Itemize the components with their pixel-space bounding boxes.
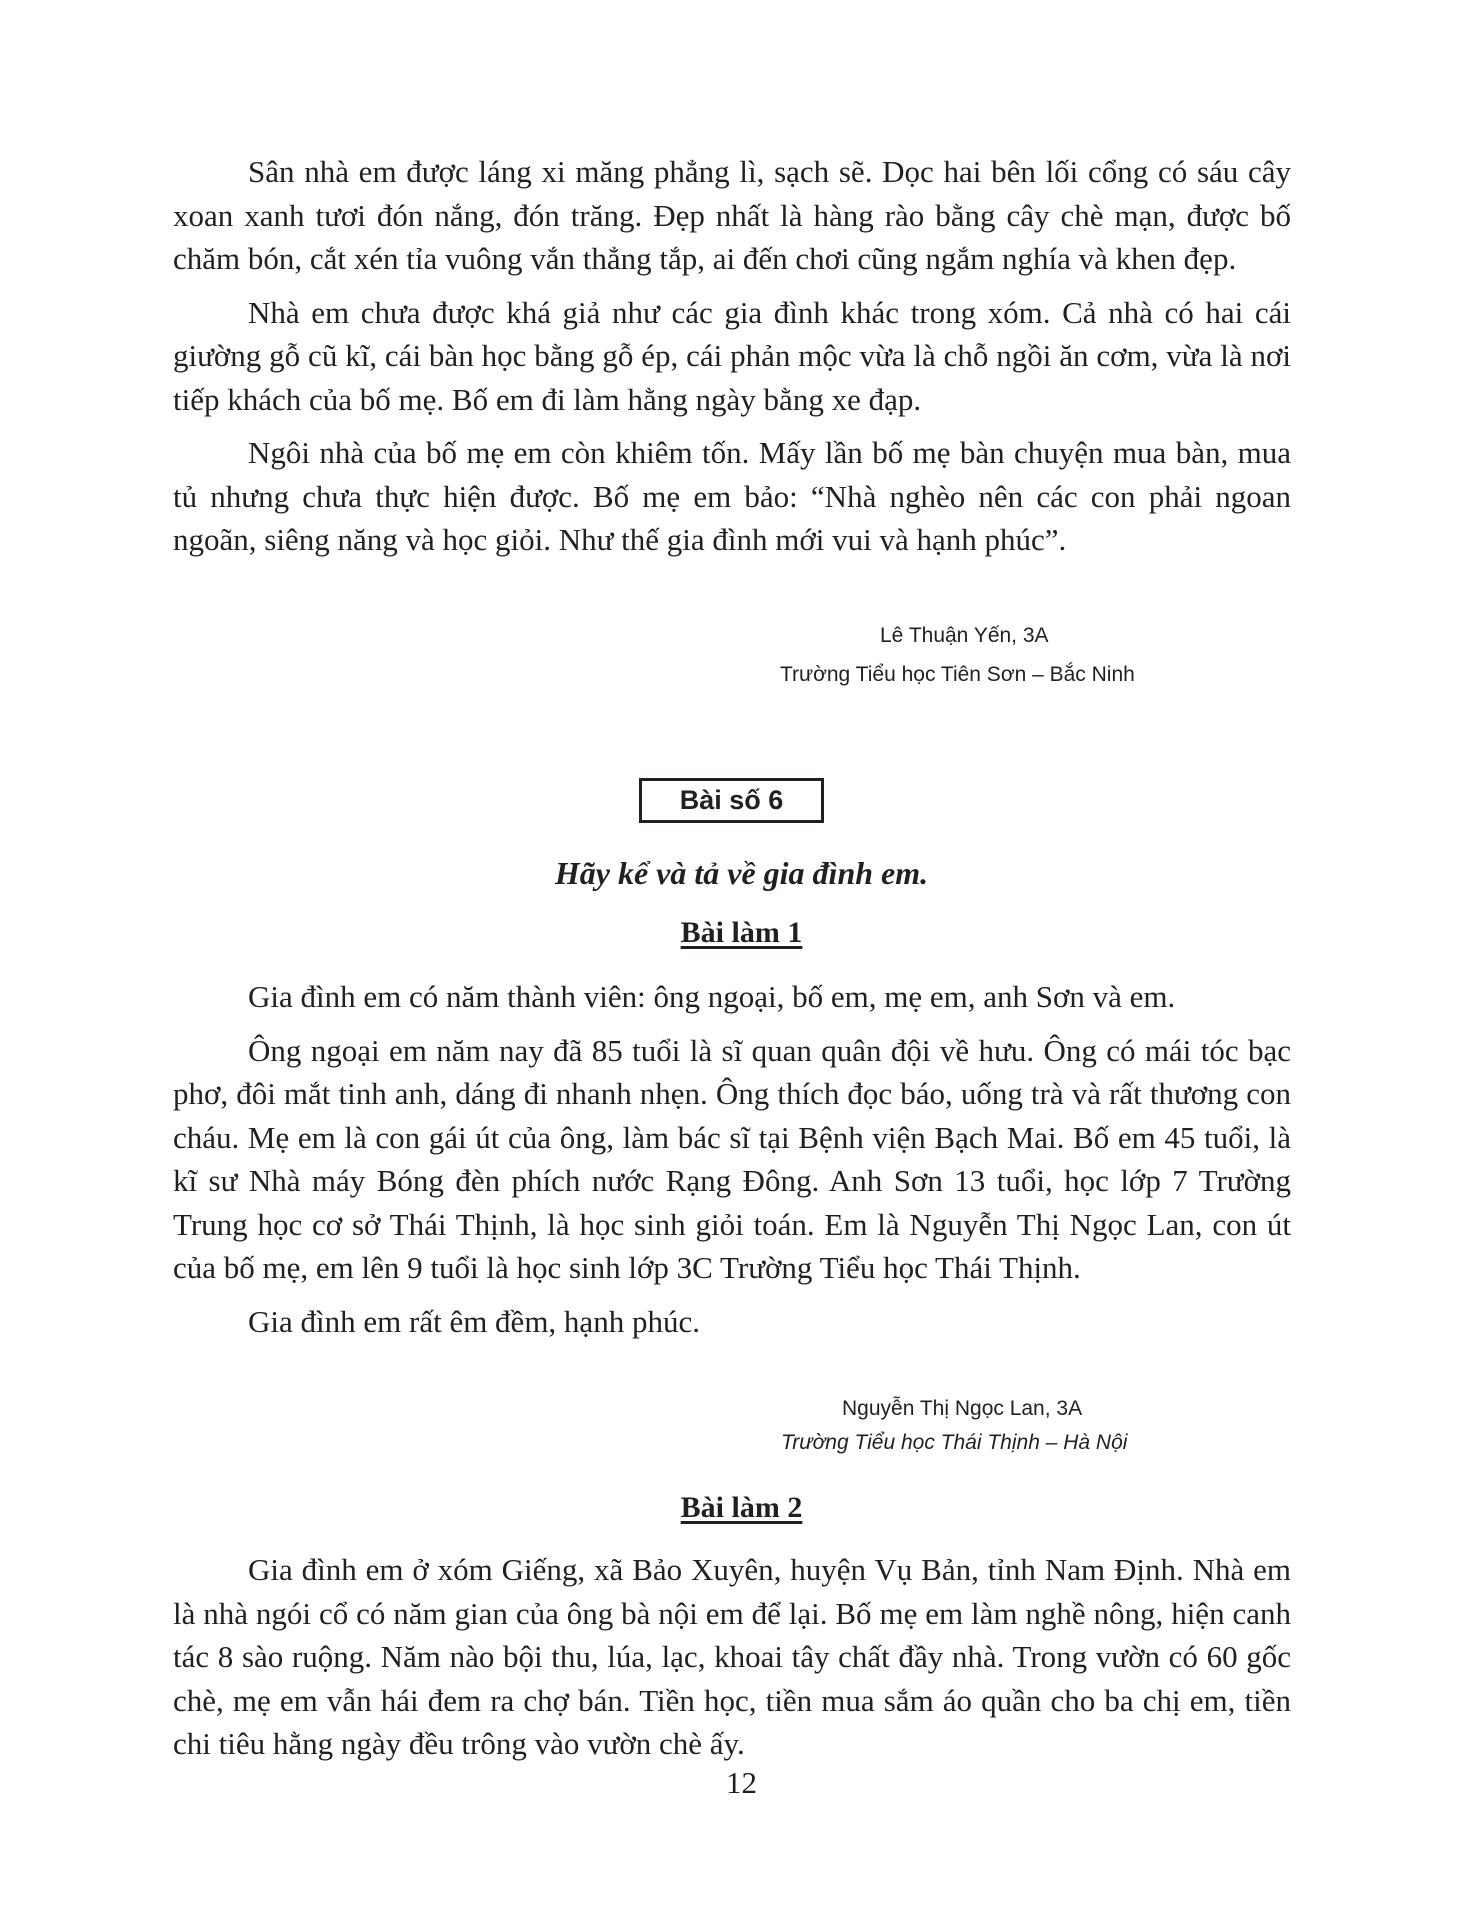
essay1-body: [173, 975, 1291, 1343]
paragraph: Ông ngoại em năm nay đã 85 tuổi là sĩ quan quân đội về hưu. Ông có mái tóc bạc phơ, đôi mắt tinh anh, dáng đi nhanh nhẹn. Ông thích đọc báo, uống trà và rất thương con cháu. Mẹ em là con gái út của ông, làm bác sĩ tại Bệnh viện Bạch Mai. Bố em 45 tuổi, là kĩ sư Nhà máy Bóng đèn phích nước Rạng Đông. Anh Sơn 13 tuổi, học lớp 7 Trường Trung học cơ sở Thái Thịnh, là học sinh giỏi toán. Em là Nguyễn Thị Ngọc Lan, con út của bố mẹ, em lên 9 tuổi là học sinh lớp 3C Trường Tiểu học Thái Thịnh.: [173, 1032, 1291, 1285]
essay-title: Bài làm 2: [680, 1491, 803, 1524]
essay5-ending: [173, 150, 1291, 562]
school-signature: Trường Tiểu học Tiên Sơn – Bắc Ninh: [780, 663, 1135, 686]
lesson-number-box: [639, 778, 824, 823]
lesson-number: Bài số 6: [679, 785, 784, 815]
paragraph: Nhà em chưa được khá giả như các gia đình khác trong xóm. Cả nhà có hai cái giường gỗ cũ kĩ, cái bàn học bằng gỗ ép, cái phản mộc vừa là chỗ ngồi ăn cơm, vừa là nơi tiếp khách của bố mẹ. Bố em đi làm hằng ngày bằng xe đạp.: [173, 294, 1291, 417]
author-signature: Nguyễn Thị Ngọc Lan, 3A: [842, 1397, 1083, 1420]
school-signature: Trường Tiểu học Thái Thịnh – Hà Nội: [781, 1431, 1128, 1454]
paragraph: Gia đình em ở xóm Giếng, xã Bảo Xuyên, huyện Vụ Bản, tỉnh Nam Định. Nhà em là nhà ngói cổ có năm gian của ông bà nội em để lại. Bố mẹ em làm nghề nông, hiện canh tác 8 sào ruộng. Năm nào bội thu, lúa, lạc, khoai tây chất đầy nhà. Trong vườn có 60 gốc chè, mẹ em vẫn hái đem ra chợ bán. Tiền học, tiền mua sắm áo quần cho ba chị em, tiền chi tiêu hằng ngày đều trông vào vườn chè ấy.: [173, 1552, 1291, 1761]
page-number: 12: [726, 1765, 757, 1800]
lesson-prompt: Hãy kể và tả về gia đình em.: [554, 855, 929, 891]
paragraph: Ngôi nhà của bố mẹ em còn khiêm tốn. Mấy lần bố mẹ bàn chuyện mua bàn, mua tủ nhưng chưa thực hiện được. Bố mẹ em bảo: “Nhà nghèo nên các con phải ngoan ngoãn, siêng năng và học giỏi. Như thế gia đình mới vui và hạnh phúc”.: [173, 435, 1291, 557]
paragraph: Gia đình em rất êm đềm, hạnh phúc.: [248, 1303, 700, 1339]
essay-title: Bài làm 1: [680, 916, 803, 949]
paragraph: Sân nhà em được láng xi măng phẳng lì, sạch sẽ. Dọc hai bên lối cổng có sáu cây xoan xanh tươi đón nắng, đón trăng. Đẹp nhất là hàng rào bằng cây chè mạn, được bố chăm bón, cắt xén tỉa vuông vắn thẳng tắp, ai đến chơi cũng ngắm nghía và khen đẹp.: [173, 154, 1291, 276]
paragraph: Gia đình em có năm thành viên: ông ngoại, bố em, mẹ em, anh Sơn và em.: [248, 979, 1176, 1014]
essay2-body: [173, 1548, 1291, 1766]
author-signature: Lê Thuận Yến, 3A: [880, 624, 1049, 647]
